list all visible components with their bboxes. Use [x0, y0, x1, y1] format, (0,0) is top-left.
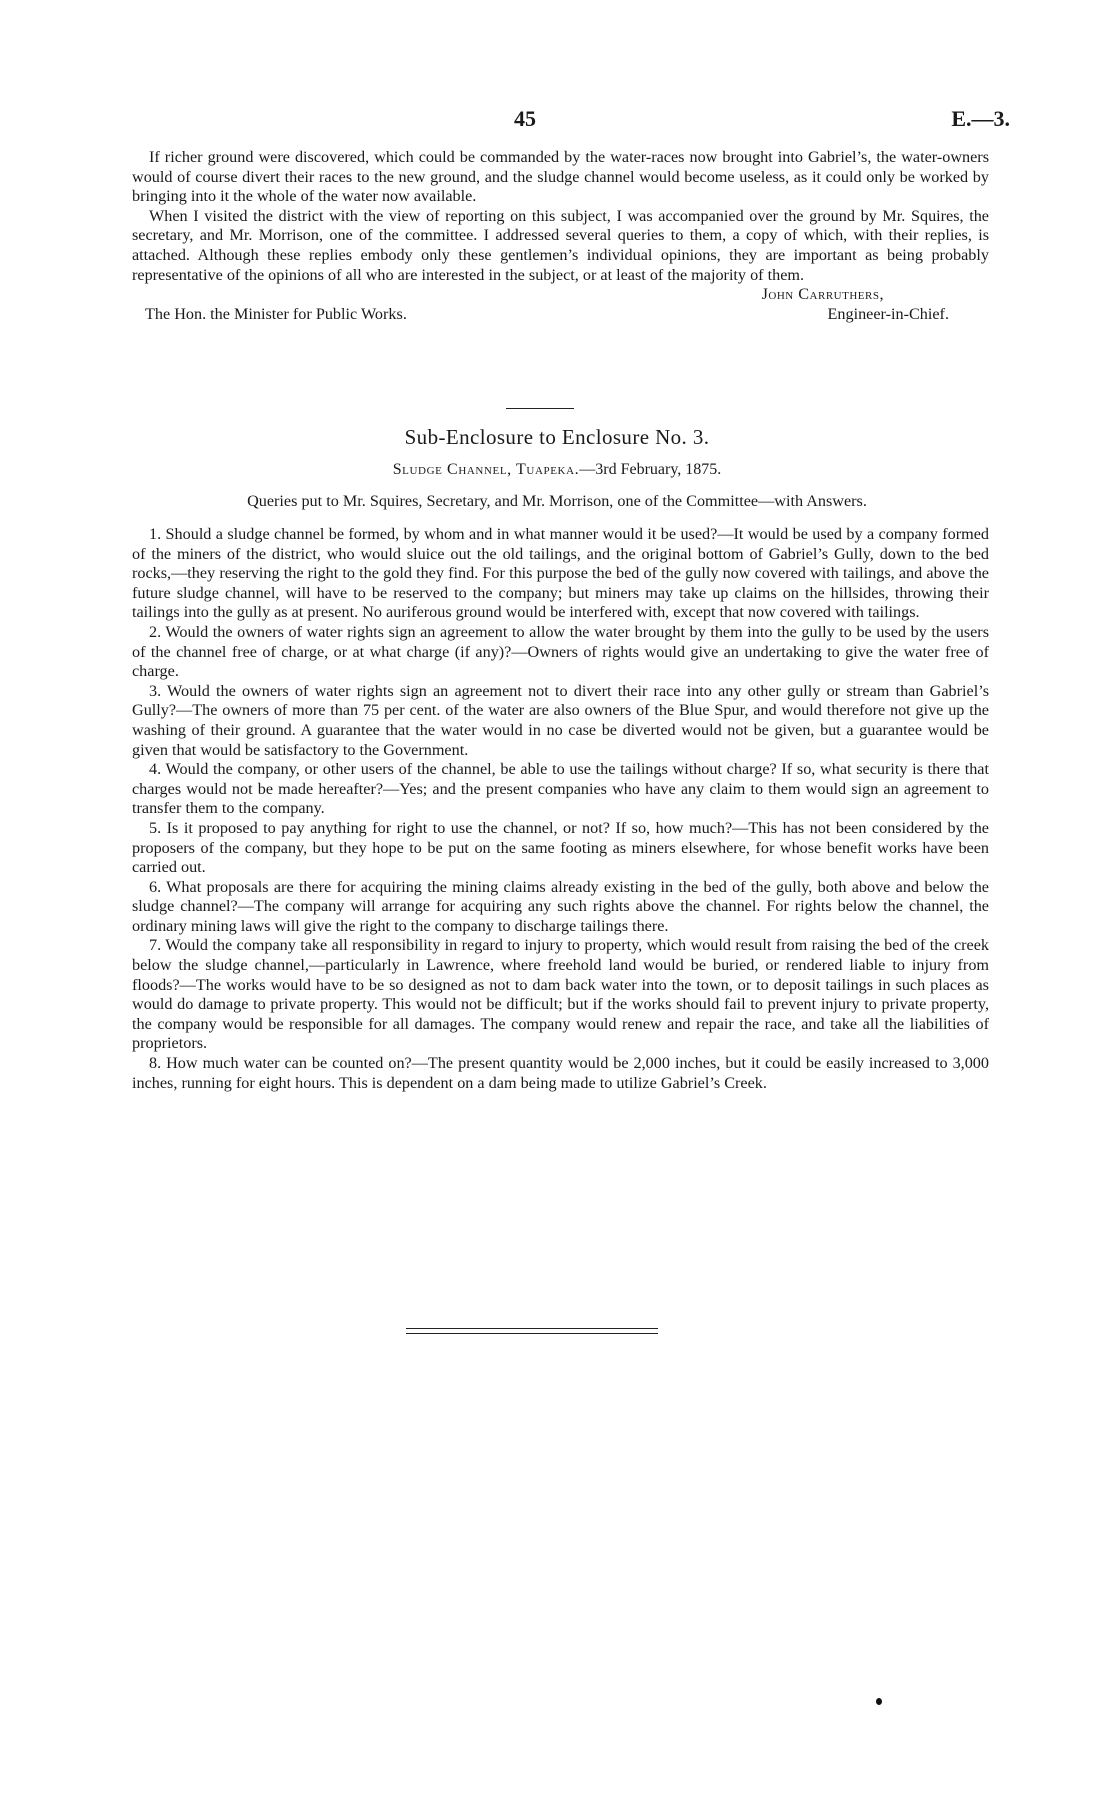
query-item: 6. What proposals are there for acquiring the mining claims already existing in the bed of the gully, both above and below the sludge channel?—The company will arrange for acquiring any such rights above the channel. For rights below the channel, the ordinary mining laws will give the right to the company to discharge tailings there. [132, 877, 989, 935]
query-item: 3. Would the owners of water rights sign an agreement not to divert their race into any other gully or stream than Gabriel’s Gully?—The owners of more than 75 per cent. of the water are also owners of the Blue Spur, and would therefore not give up the washing of their ground. A guarantee that the water would in no case be diverted would not be given, but a guarantee would be given that would be satisfactory to the Government. [132, 681, 989, 759]
queries-heading: Queries put to Mr. Squires, Secretary, and Mr. Morrison, one of the Committee—with Answers. [247, 492, 867, 510]
query-item: 5. Is it proposed to pay anything for right to use the channel, or not? If so, how much?—This has not been considered by the proposers of the company, but they hope to be put on the same footing as miners elsewhere, for whose benefit works have been carried out. [132, 818, 989, 877]
query-item: 4. Would the company, or other users of the channel, be able to use the tailings without charge? If so, what security is there that charges would not be made hereafter?—Yes; and the present companies who have any claim to them would sign an agreement to transfer them to the company. [132, 760, 989, 818]
letter-paragraph: If richer ground were discovered, which could be commanded by the water-races now brought into Gabriel’s, the water-owners would of course divert their races to the new ground, and the sludge channel would become useless, as it could only be worked by bringing into it the whole of the water now available. [132, 148, 989, 206]
queries-list [132, 525, 989, 1093]
query-item: 1. Should a sludge channel be formed, by whom and in what manner would it be used?—It would be used by a company formed of the miners of the district, who would sluice out the old tailings, and the original bottom of Gabriel’s Gully, down to the bed rocks,—they reserving the right to the gold they find. For this purpose the bed of the gully now covered with tailings, and above the future sludge channel, will have to be reserved to the company; but miners may take up claims on the hillsides, throwing their tailings into the gully as at present. No auriferous ground would be interfered with, except that now covered with tailings. [132, 525, 989, 622]
query-item: 2. Would the owners of water rights sign an agreement to allow the water brought by them into the gully to be used by the users of the channel free of charge, or at what charge (if any)?—Owners of rights would give an undertaking to give the water free of charge. [132, 622, 989, 681]
sub-enclosure-dateline [0, 461, 1114, 479]
signature-row [132, 305, 989, 325]
addressee: The Hon. the Minister for Public Works. [145, 304, 407, 323]
section-divider [506, 408, 574, 409]
series-reference: E.—3. [951, 106, 1010, 131]
signatory-title: Engineer-in-Chief. [827, 304, 949, 323]
page-number: 45 [514, 106, 536, 131]
signatory-name: John Carruthers, [761, 285, 884, 304]
date: —3rd February, 1875. [579, 461, 722, 478]
end-rule-lower [406, 1333, 658, 1334]
letter-paragraph: When I visited the district with the view of reporting on this subject, I was accompanied over the ground by Mr. Squires, the secretary, and Mr. Morrison, one of the committee. I addressed several queries to them, a copy of which, with their replies, is attached. Although these replies embody only these gentlemen’s individual opinions, they are important as being probably representative of the opinions of all who are interested in the subject, or at least of the majority of them. [132, 206, 989, 284]
place-name: Sludge Channel, Tuapeka. [392, 461, 580, 478]
query-item: 8. How much water can be counted on?—The present quantity would be 2,000 inches, but it could be easily increased to 3,000 inches, running for eight hours. This is dependent on a dam being made to utilize Gabriel’s Creek. [132, 1054, 989, 1092]
sub-enclosure-title: Sub-Enclosure to Enclosure No. 3. [404, 425, 710, 449]
ink-mark [876, 1698, 882, 1705]
query-item: 7. Would the company take all responsibility in regard to injury to property, which would result from raising the bed of the creek below the sludge channel,—particularly in Lawrence, where freehold land would be buried, or rendered liable to injury from floods?—The works would have to be so designed as not to dam back water into the town, or to deposit tailings in such places as would do damage to private property. This would not be difficult; but if the works should fail to prevent injury to private property, the company would be responsible for all damages. The company would renew and repair the race, and take all the liabilities of proprietors. [132, 936, 989, 1053]
end-rule-upper [406, 1328, 658, 1329]
letter-body [132, 148, 989, 324]
